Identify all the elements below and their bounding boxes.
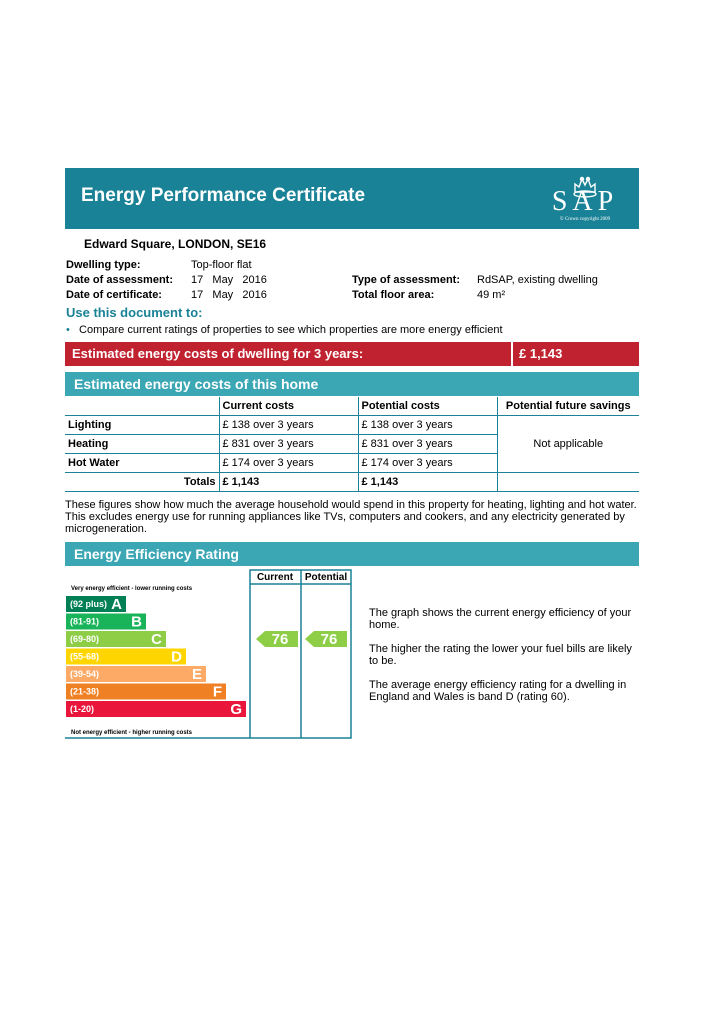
dwelling-type-value: Top-floor flat xyxy=(191,259,252,271)
totals-row xyxy=(65,473,639,492)
rating-band-letter: B xyxy=(131,613,142,631)
rating-band-range: (1-20) xyxy=(70,704,95,714)
rating-band-letter: C xyxy=(151,631,162,648)
current-cost: £ 138 over 3 years xyxy=(219,416,358,435)
sap-copyright: © Crown copyright 2009 xyxy=(559,217,611,222)
estimated-cost-banner xyxy=(65,342,639,366)
current-cost: £ 174 over 3 years xyxy=(219,454,358,473)
assessment-type-label: Type of assessment: xyxy=(352,274,461,286)
estimated-cost-label: Estimated energy costs of dwelling for 3 years: xyxy=(72,346,364,361)
row-label: Heating xyxy=(65,435,219,454)
assessment-date-value: 17 May 2016 xyxy=(191,274,267,286)
potential-cost: £ 174 over 3 years xyxy=(358,454,497,473)
rating-band-letter: F xyxy=(212,683,222,701)
certificate-date-label: Date of certificate: xyxy=(66,289,162,301)
estimated-cost-value: £ 1,143 xyxy=(519,346,563,361)
costs-heading-bar xyxy=(65,372,639,396)
potential-cost: £ 138 over 3 years xyxy=(358,416,497,435)
totals-empty-cell xyxy=(497,473,639,492)
costs-table xyxy=(65,397,639,492)
rating-band-letter: G xyxy=(230,701,242,718)
rating-band-range: (21-38) xyxy=(70,686,100,697)
table-header-row xyxy=(65,397,639,416)
rating-band-range: (92 plus) xyxy=(70,599,108,609)
energy-rating-chart xyxy=(65,568,353,740)
bullet-icon: • xyxy=(66,324,70,336)
floor-area-value: 49 m² xyxy=(477,289,506,301)
certificate-date-value: 17 May 2016 xyxy=(191,289,267,301)
costs-note: These figures show how much the average household would spend in this property for heating, lighting and hot water. This excludes energy use for running appliances like TVs, computers and cookers, and any electricity generated by microgeneration. xyxy=(65,499,637,535)
rating-bands xyxy=(66,596,246,718)
table-row xyxy=(65,416,639,435)
totals-label: Totals xyxy=(65,473,219,492)
chart-top-label: Very energy efficient - lower running costs xyxy=(71,586,193,592)
column-header: Current costs xyxy=(219,397,358,416)
current-column-header: Current xyxy=(256,572,294,583)
column-header: Potential future savings xyxy=(497,397,639,416)
use-document-heading: Use this document to: xyxy=(66,305,203,320)
totals-current: £ 1,143 xyxy=(219,473,358,492)
rating-band-letter: A xyxy=(111,596,122,613)
rating-band-range: (69-80) xyxy=(70,634,100,644)
rating-band-range: (39-54) xyxy=(70,669,100,679)
assessment-type-value: RdSAP, existing dwelling xyxy=(477,274,598,286)
certificate-header xyxy=(65,168,639,229)
column-header xyxy=(65,397,219,416)
floor-area-label: Total floor area: xyxy=(352,289,435,301)
property-address: Edward Square, LONDON, SE16 xyxy=(84,237,267,251)
column-header: Potential costs xyxy=(358,397,497,416)
rating-heading: Energy Efficiency Rating xyxy=(74,546,239,562)
graph-explanation-2: The higher the rating the lower your fuel bills are likely to be. xyxy=(369,643,632,667)
row-label: Hot Water xyxy=(65,454,219,473)
potential-cost: £ 831 over 3 years xyxy=(358,435,497,454)
rating-band-range: (81-91) xyxy=(70,616,100,627)
current-cost: £ 831 over 3 years xyxy=(219,435,358,454)
current-rating-value: 76 xyxy=(271,631,289,648)
graph-explanation-3: The average energy efficiency rating for a dwelling in England and Wales is band D (rating 60). xyxy=(369,679,627,703)
rating-band-range: (55-68) xyxy=(70,651,100,662)
certificate-title: Energy Performance Certificate xyxy=(81,185,366,206)
chart-bottom-label: Not energy efficient - higher running costs xyxy=(71,730,193,736)
costs-heading: Estimated energy costs of this home xyxy=(74,376,319,392)
potential-column-header: Potential xyxy=(304,572,348,583)
bullet-text: Compare current ratings of properties to see which properties are more energy efficient xyxy=(79,324,503,336)
future-savings: Not applicable xyxy=(497,416,639,473)
row-label: Lighting xyxy=(65,416,219,435)
totals-potential: £ 1,143 xyxy=(358,473,497,492)
dwelling-type-label: Dwelling type: xyxy=(66,259,141,271)
graph-explanation-1: The graph shows the current energy efficiency of your home. xyxy=(369,607,632,631)
rating-heading-bar xyxy=(65,542,639,566)
potential-rating-value: 76 xyxy=(320,631,338,648)
sap-logo xyxy=(545,172,625,226)
use-document-bullet xyxy=(66,324,503,336)
sap-logo-letters: SAP xyxy=(551,186,619,217)
rating-band-letter: E xyxy=(191,666,202,683)
assessment-date-label: Date of assessment: xyxy=(66,274,173,286)
rating-band-letter: D xyxy=(171,648,182,666)
